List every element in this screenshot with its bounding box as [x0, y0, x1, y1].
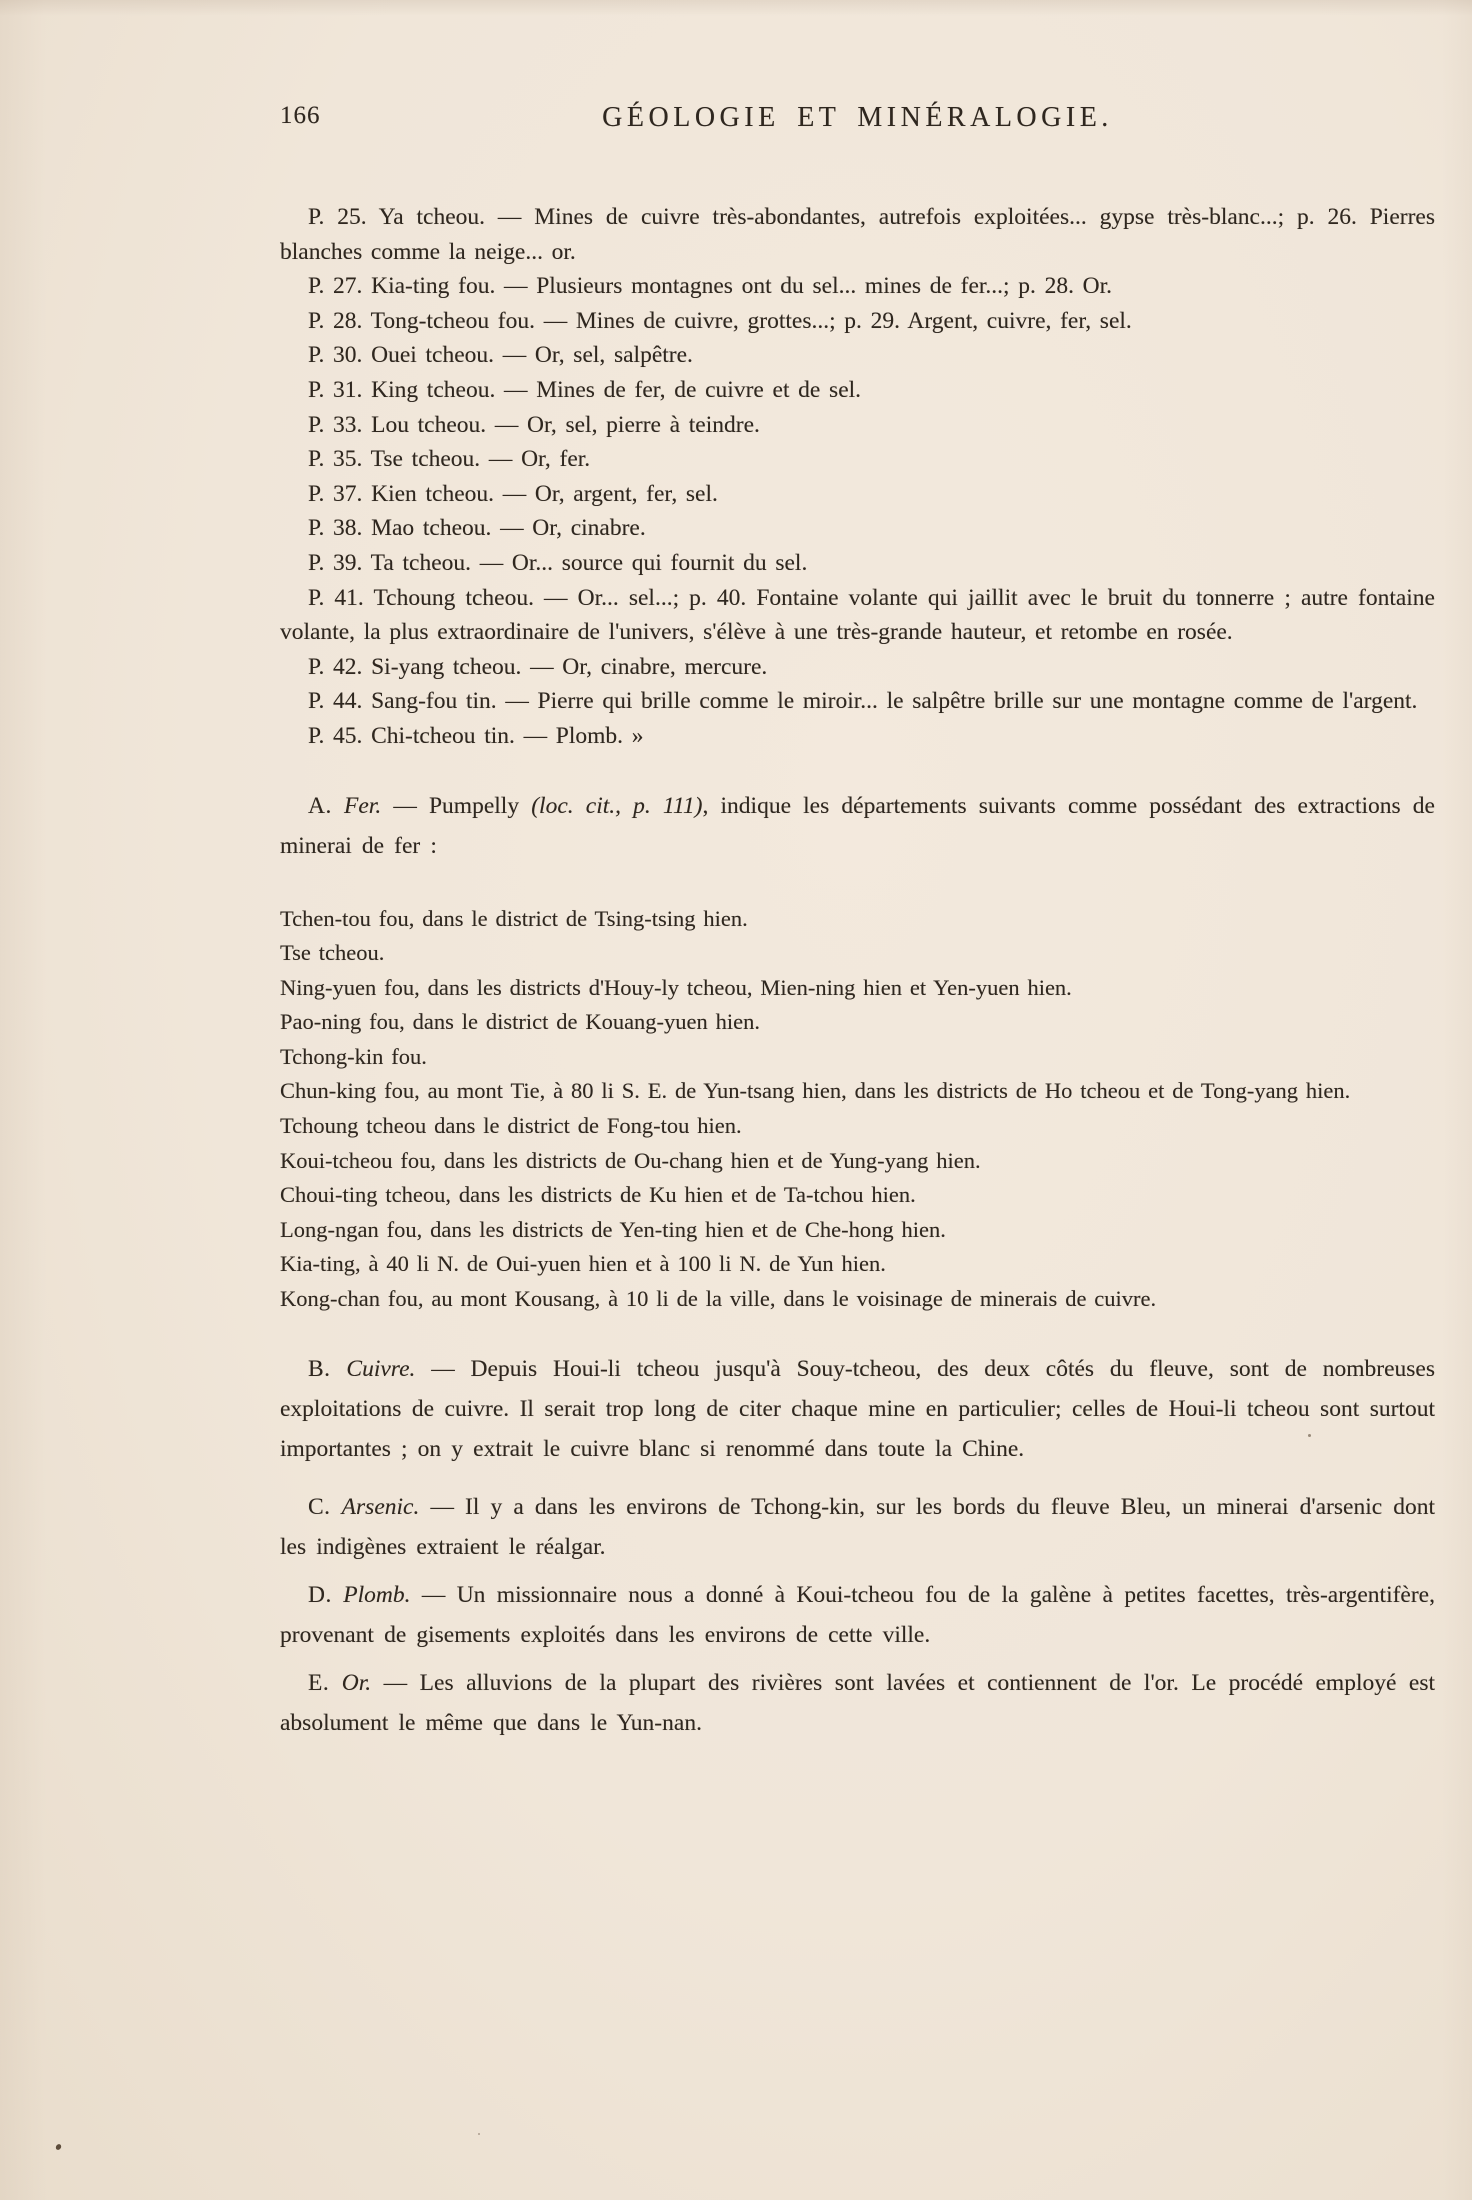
iron-location-entry: Kong-chan fou, au mont Kousang, à 10 li de la ville, dans le voisinage de minerais de cuivre.	[280, 1286, 1157, 1312]
section-letter: E.	[308, 1669, 330, 1696]
quote-entry: P. 37. Kien tcheou. — Or, argent, fer, sel.	[308, 480, 718, 507]
running-title: GÉOLOGIE ET MINÉRALOGIE.	[602, 102, 1113, 133]
quote-entry: P. 33. Lou tcheou. — Or, sel, pierre à teindre.	[308, 411, 760, 438]
section-body: , indique les départements suivants comme possédant des extractions de minerai de fer :	[280, 792, 1435, 859]
mineral-name: Or.	[341, 1669, 372, 1696]
quote-entry: P. 45. Chi-tcheou tin. — Plomb. »	[308, 722, 644, 749]
mineral-name: Cuivre.	[346, 1355, 416, 1382]
iron-location-entry: Tse tcheou.	[280, 940, 385, 966]
iron-location-entry: Tchen-tou fou, dans le district de Tsing-tsing hien.	[280, 905, 748, 931]
iron-location-entry: Tchong-kin fou.	[280, 1043, 427, 1069]
quote-entry: P. 25. Ya tcheou. — Mines de cuivre très-abondantes, autrefois exploitées... gypse très-blanc...; p. 26. Pierres blanches comme la neige... or.	[280, 204, 1435, 265]
section-body: — Un missionnaire nous a donné à Koui-tcheou fou de la galène à petites facettes, très-argentifère, provenant de gisements exploités dans les environs de cette ville.	[280, 1581, 1435, 1648]
mineral-name: Arsenic.	[341, 1493, 420, 1520]
section-fer-intro	[280, 786, 1435, 866]
iron-location-entry: Koui-tcheou fou, dans les districts de Ou-chang hien et de Yung-yang hien.	[280, 1147, 981, 1173]
quote-entry: P. 39. Ta tcheou. — Or... source qui fournit du sel.	[308, 549, 808, 576]
quote-entry: P. 28. Tong-tcheou fou. — Mines de cuivre, grottes...; p. 29. Argent, cuivre, fer, sel.	[308, 307, 1132, 334]
mineral-name: Plomb.	[343, 1581, 411, 1608]
mineral-sections	[280, 1349, 1435, 1743]
section-body: — Il y a dans les environs de Tchong-kin, sur les bords du fleuve Bleu, un minerai d'arsenic dont les indigènes extraient le réalgar.	[280, 1493, 1436, 1560]
paper-speck	[55, 2143, 63, 2151]
quoted-excerpt-list	[280, 200, 1435, 754]
quote-entry: P. 41. Tchoung tcheou. — Or... sel...; p. 40. Fontaine volante qui jaillit avec le bruit du tonnerre ; autre fontaine volante, la plus extraordinaire de l'univers, s'élève à une très-grande hauteur, et retombe en rosée.	[280, 584, 1435, 646]
page-header	[280, 0, 1435, 136]
citation: (loc. cit., p. 111)	[531, 792, 703, 819]
section-arsenic	[280, 1487, 1435, 1567]
section-body: — Pumpelly	[393, 792, 532, 819]
quote-entry: P. 30. Ouei tcheou. — Or, sel, salpêtre.	[308, 342, 693, 369]
section-fer	[280, 786, 1435, 866]
section-letter: B.	[308, 1355, 331, 1382]
iron-location-entry: Tchoung tcheou dans le district de Fong-tou hien.	[280, 1113, 742, 1139]
section-body: — Les alluvions de la plupart des rivières sont lavées et contiennent de l'or. Le procédé employé est absolument le même que dans le Yun-nan.	[280, 1669, 1436, 1736]
page-number: 166	[280, 102, 321, 129]
quote-entry: P. 38. Mao tcheou. — Or, cinabre.	[308, 515, 646, 542]
iron-locations-list	[280, 902, 1435, 1317]
section-letter: A.	[308, 792, 332, 819]
section-or	[280, 1663, 1435, 1743]
mineral-name: Fer.	[344, 792, 382, 819]
text-column	[280, 0, 1435, 1743]
iron-location-entry: Ning-yuen fou, dans les districts d'Houy-ly tcheou, Mien-ning hien et Yen-yuen hien.	[280, 974, 1072, 1000]
quote-entry: P. 35. Tse tcheou. — Or, fer.	[308, 446, 591, 473]
iron-location-entry: Long-ngan fou, dans les districts de Yen-ting hien et de Che-hong hien.	[280, 1216, 946, 1242]
quote-entry: P. 31. King tcheou. — Mines de fer, de cuivre et de sel.	[308, 376, 862, 403]
quote-entry: P. 27. Kia-ting fou. — Plusieurs montagnes ont du sel... mines de fer...; p. 28. Or.	[308, 273, 1113, 300]
section-letter: C.	[308, 1493, 331, 1520]
paper-speck	[478, 2133, 480, 2135]
section-cuivre	[280, 1349, 1435, 1469]
quote-entry: P. 44. Sang-fou tin. — Pierre qui brille comme le miroir... le salpêtre brille sur une montagne comme de l'argent.	[308, 688, 1418, 715]
iron-location-entry: Kia-ting, à 40 li N. de Oui-yuen hien et à 100 li N. de Yun hien.	[280, 1251, 886, 1277]
section-letter: D.	[308, 1581, 332, 1608]
quote-entry: P. 42. Si-yang tcheou. — Or, cinabre, mercure.	[308, 653, 768, 680]
iron-location-entry: Choui-ting tcheou, dans les districts de Ku hien et de Ta-tchou hien.	[280, 1182, 916, 1208]
section-body: — Depuis Houi-li tcheou jusqu'à Souy-tcheou, des deux côtés du fleuve, sont de nombreuses exploitations de cuivre. Il serait trop long de citer chaque mine en particulier; celles de Houi-li tcheou sont surtout importantes ; on y extrait le cuivre blanc si renommé dans toute la Chine.	[280, 1355, 1435, 1462]
iron-location-entry: Pao-ning fou, dans le district de Kouang-yuen hien.	[280, 1009, 761, 1035]
iron-location-entry: Chun-king fou, au mont Tie, à 80 li S. E. de Yun-tsang hien, dans les districts de Ho tcheou et de Tong-yang hien.	[280, 1078, 1351, 1104]
section-plomb	[280, 1575, 1435, 1655]
